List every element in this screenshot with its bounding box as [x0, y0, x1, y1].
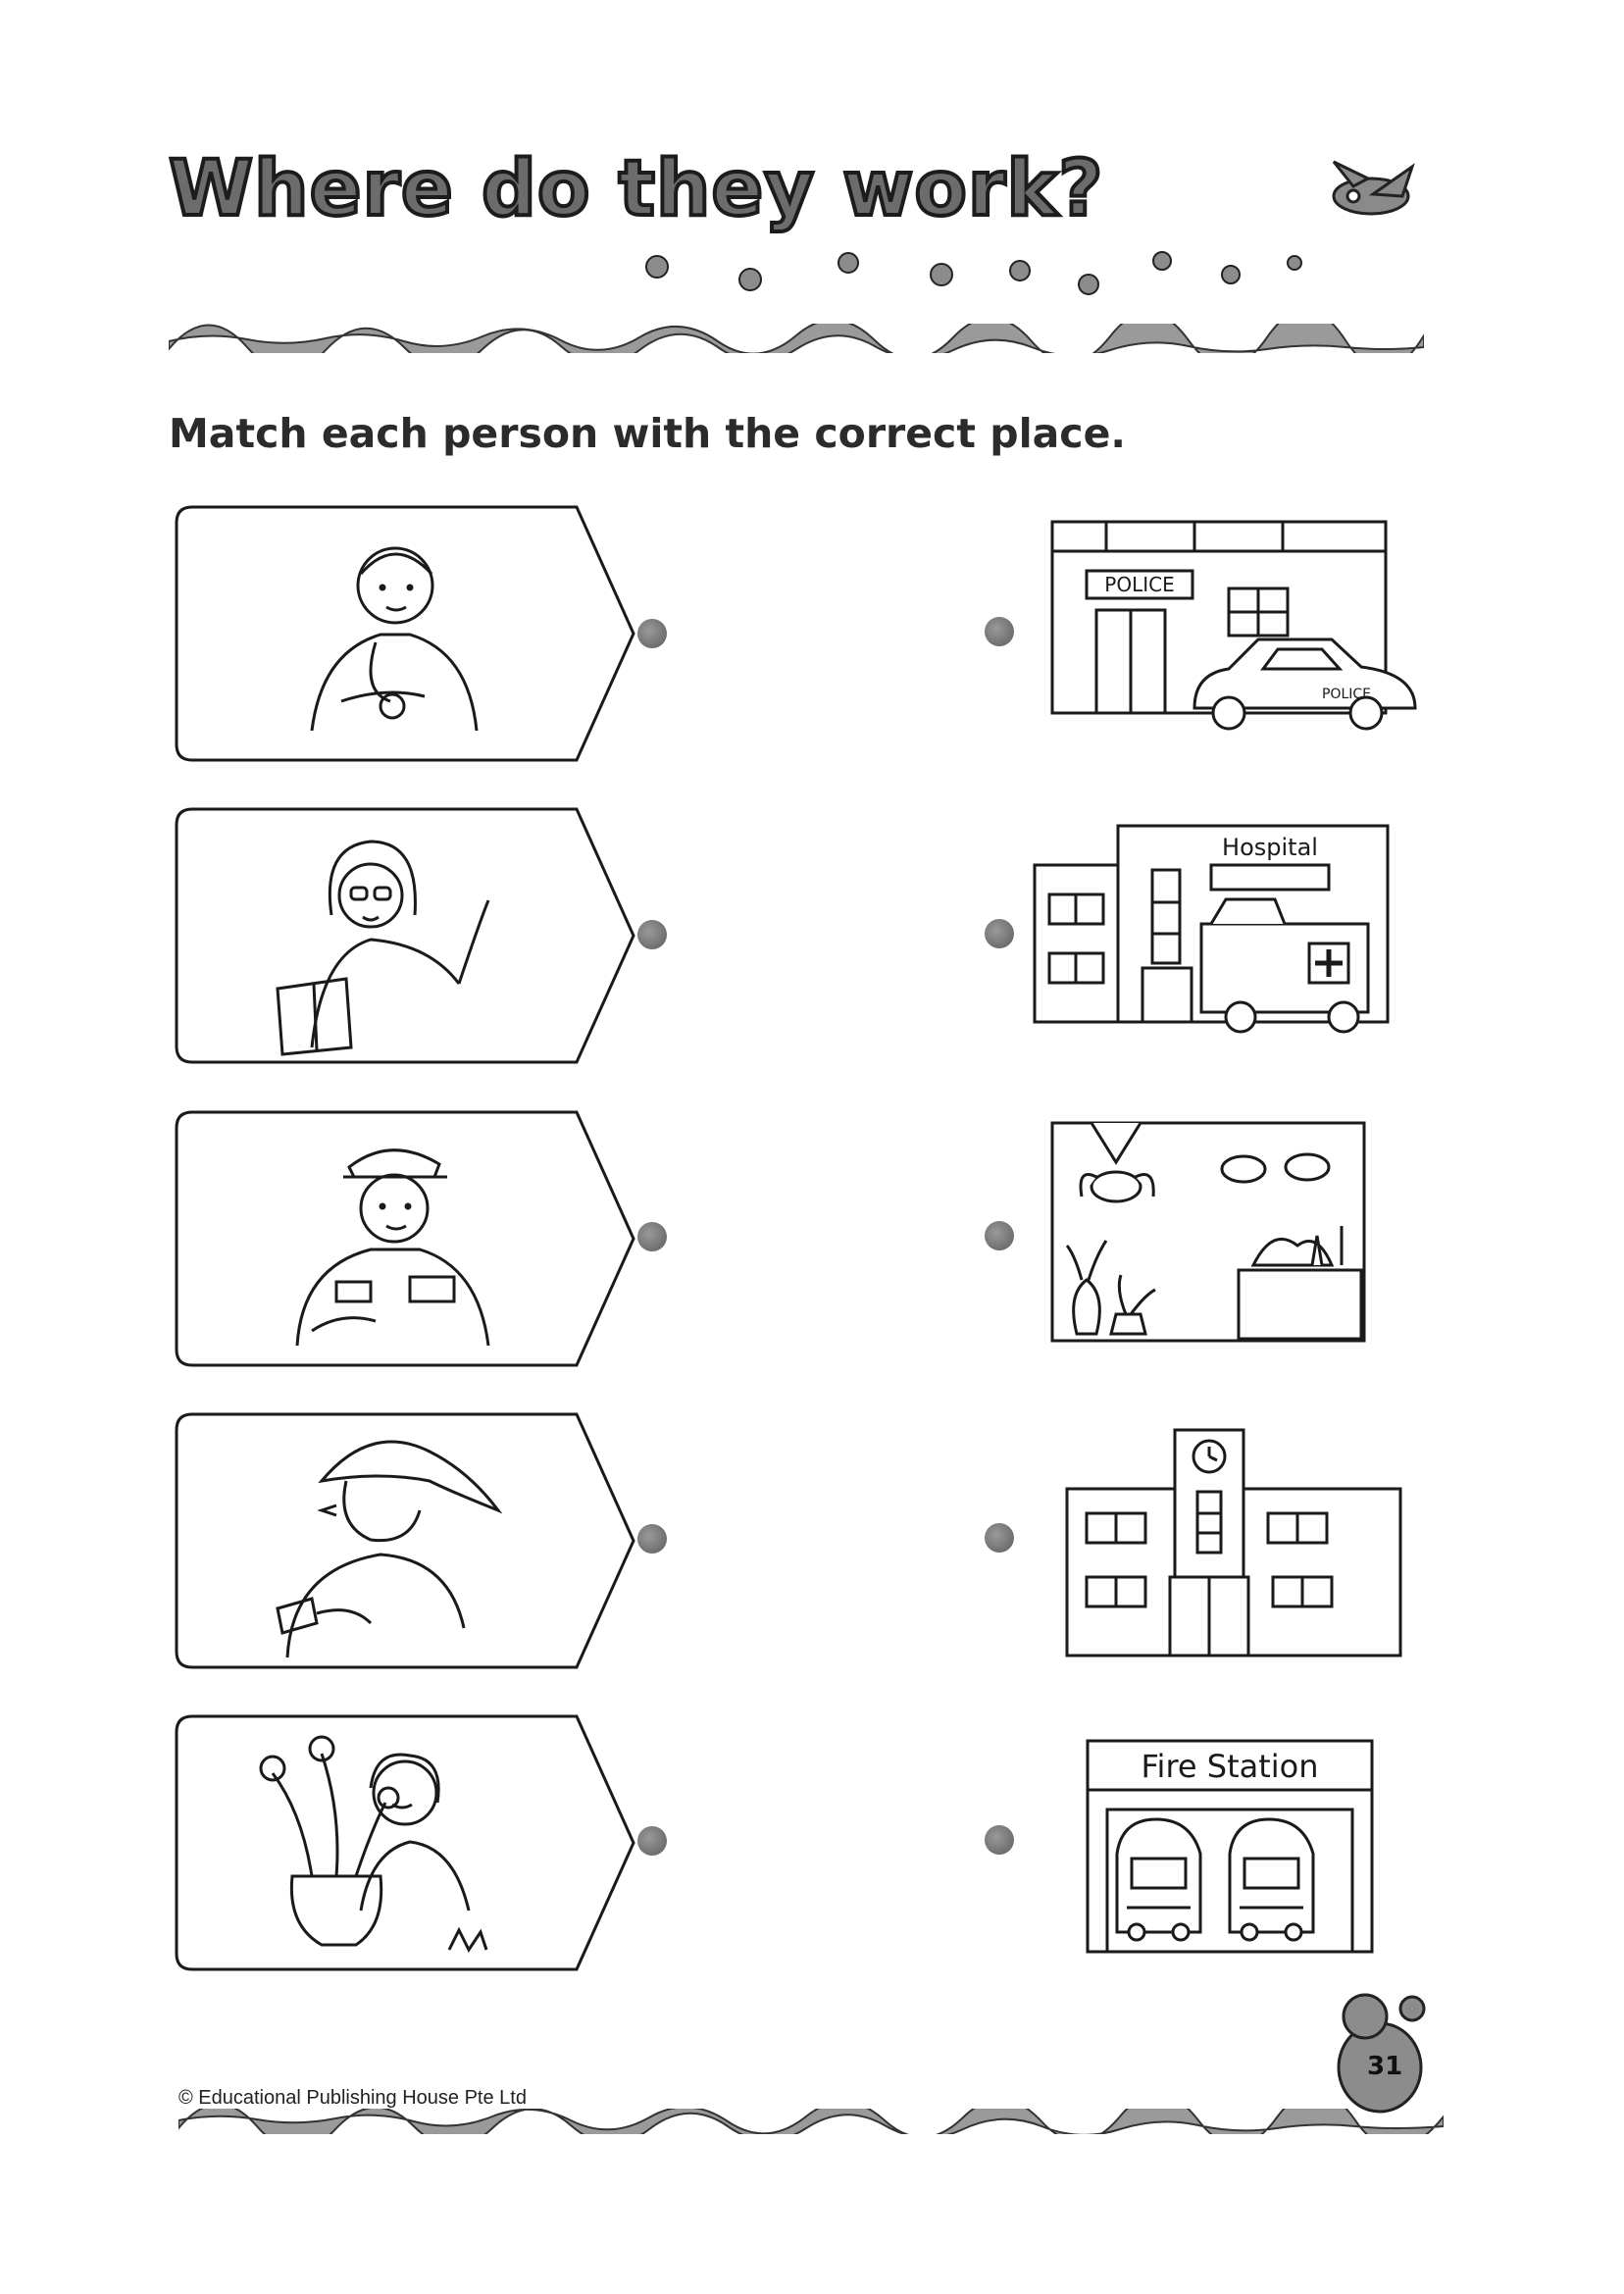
person-dot-police-officer[interactable]: [637, 1222, 667, 1251]
school-icon: [1062, 1425, 1405, 1665]
place-dot-fire-station[interactable]: [985, 1825, 1014, 1855]
copyright-text: © Educational Publishing House Pte Ltd: [178, 2087, 527, 2109]
police-officer-icon: [175, 1110, 640, 1367]
teacher-icon: [175, 807, 640, 1064]
person-dot-doctor[interactable]: [637, 619, 667, 648]
flower-trail-decoration: [628, 235, 1334, 304]
florist-icon: [175, 1714, 640, 1971]
doctor-icon: [175, 505, 640, 762]
place-hospital: [1030, 816, 1422, 1056]
person-dot-firefighter[interactable]: [637, 1524, 667, 1554]
place-flower-shop: [1047, 1118, 1371, 1349]
person-card-firefighter: [175, 1412, 640, 1669]
person-card-police-officer: [175, 1110, 640, 1367]
place-dot-school[interactable]: [985, 1523, 1014, 1553]
person-card-teacher: [175, 807, 640, 1064]
place-dot-flower-shop[interactable]: [985, 1221, 1014, 1250]
header-divider: [169, 324, 1424, 353]
fire-station-icon: [1083, 1736, 1377, 1957]
person-dot-teacher[interactable]: [637, 920, 667, 949]
hospital-sign: Hospital: [1222, 834, 1318, 861]
firefighter-icon: [175, 1412, 640, 1669]
police-station-icon: [1047, 512, 1420, 757]
place-dot-police-station[interactable]: [985, 617, 1014, 646]
fire-station-sign: Fire Station: [1141, 1748, 1319, 1785]
footer-divider: [178, 2109, 1444, 2134]
place-dot-hospital[interactable]: [985, 919, 1014, 948]
person-card-florist: [175, 1714, 640, 1971]
person-dot-florist[interactable]: [637, 1826, 667, 1856]
place-fire-station: [1083, 1736, 1377, 1957]
place-police-station: [1047, 512, 1420, 757]
page-number: 31: [1367, 2052, 1403, 2081]
hospital-icon: [1030, 816, 1422, 1056]
airplane-icon: [1314, 147, 1432, 235]
police-station-sign: POLICE: [1104, 573, 1175, 596]
flower-shop-icon: [1047, 1118, 1371, 1349]
police-car-label: POLICE: [1321, 687, 1372, 702]
page-title: Where do they work?: [169, 145, 1104, 233]
instruction-text: Match each person with the correct place.: [169, 410, 1126, 457]
person-card-doctor: [175, 505, 640, 762]
place-school: [1062, 1425, 1405, 1665]
